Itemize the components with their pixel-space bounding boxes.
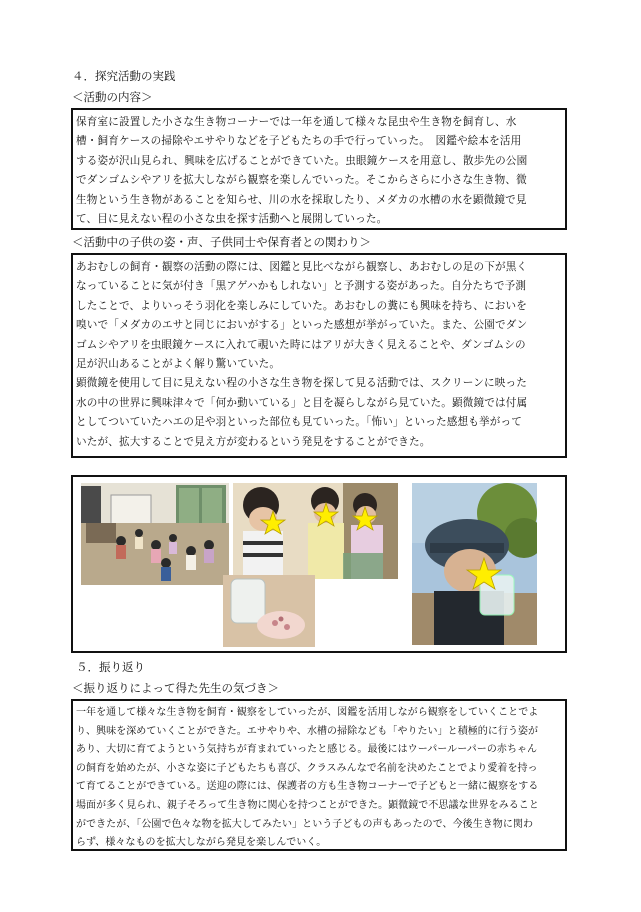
section4-activity-content-heading: ＜活動の内容＞ (72, 90, 153, 104)
photo-frame (71, 475, 567, 653)
section5-title: ５．振り返り (76, 660, 145, 674)
text-line: あり、大切に育てようという気持ちが育まれていったと感じる。最後にはウーパールーパーの赤ちゃん (76, 744, 538, 756)
text-line: 顕微鏡を使用して目に見えない程の小さな生き物を探して見る活動では、スクリーンに映った (76, 377, 528, 390)
text-line: て、目に見えない程の小さな虫を探す活動へと展開していった。 (76, 213, 388, 226)
text-line: でダンゴムシやアリを拡大しながら観察を楽しんでいった。そこからさらに小さな生き物、微 (76, 174, 527, 187)
children-aquarium-photo (233, 483, 398, 579)
activity-content-box (71, 108, 567, 230)
text-line: する姿が沢山見られ、興味を広げることができていた。虫眼鏡ケースを用意し、散歩先の公園 (76, 154, 528, 167)
children-interaction-box (71, 253, 567, 458)
text-line: 保育室に設置した小さな生き物コーナーでは一年を通して様々な昆虫や生き物を飼育し、水 (76, 116, 517, 128)
text-line: 水の中の世界に興味津々で「何か動いている」と目を凝らしながら見ていた。顕微鏡では付属 (76, 396, 528, 409)
text-line: 嗅いで「メダカのエサと同じにおいがする」といった感想が挙がっていた。また、公園でダン (76, 319, 528, 332)
classroom-screen-photo (81, 483, 229, 585)
creature-closeup-photo (223, 575, 315, 647)
text-line: らず、様々なものを拡大しながら発見を楽しんでいく。 (76, 837, 327, 849)
teacher-insights-heading: ＜振り返りによって得た先生の気づき＞ (72, 681, 279, 695)
text-line: 場面が多く見られ、親子そろって生き物に関心を持つことができた。顕微鏡で不思議な世界をみること (76, 799, 539, 811)
text-line: 槽・飼育ケースの掃除やエサやりなどを子どもたちの手で行っていった。 図鑑や絵本を活用 (76, 135, 522, 148)
text-line: て育てることができている。送迎の際には、保護者の方も生き物コーナーで子どもと一緒に観察をする (76, 781, 539, 793)
text-line: としてついていたハエの足や羽といった部位も見ていった。「怖い」といった感想も挙がって (76, 416, 522, 429)
text-line: 一年を通して様々な生き物を飼育・観察をしていったが、図鑑を活用しながら観察をしていくことでよ (76, 707, 539, 718)
section4-title: ４．探究活動の実践 (72, 69, 176, 83)
text-line: り、興味を深めていくことができた。エサやりや、水槽の掃除なども「やりたい」と積極的に行う姿が (76, 725, 539, 737)
text-line: ゴムシやアリを虫眼鏡ケースに入れて覗いた時にはアリが大きく見えることや、ダンゴムシの (76, 338, 526, 351)
text-line: 足が沢山あることがよく解り驚いていた。 (76, 358, 281, 371)
text-line: したことで、よりいっそう羽化を楽しみにしていた。あおむしの糞にも興味を持ち、においを (76, 299, 528, 312)
text-line: ができたが、「公園で色々な物を拡大してみたい」という子どもの声もあったので、今後生き物に関わ (76, 818, 533, 830)
text-line: いたが、拡大することで見え方が変わるという発見をすることができた。 (76, 435, 431, 448)
text-line: あおむしの飼育・観察の活動の際には、図鑑と見比べながら観察し、あおむしの足の下が黒く (76, 261, 528, 273)
text-line: 生物という生き物があることを知らせ、川の水を採取したり、メダカの水槽の水を顕微鏡で見 (76, 193, 527, 206)
text-line: の飼育を始めたが、小さな姿に子どもたちも喜び、クラスみんなで名前を決めたことでより愛着を持っ (76, 762, 538, 774)
children-interaction-heading: ＜活動中の子供の姿・声、子供同士や保育者との関わり＞ (72, 235, 371, 249)
teacher-insights-box (71, 699, 567, 851)
child-with-magnifier-photo (412, 483, 537, 645)
text-line: なっていることに気が付き「黒アゲハかもしれない」と予測する姿があった。自分たちで予測 (76, 280, 527, 293)
